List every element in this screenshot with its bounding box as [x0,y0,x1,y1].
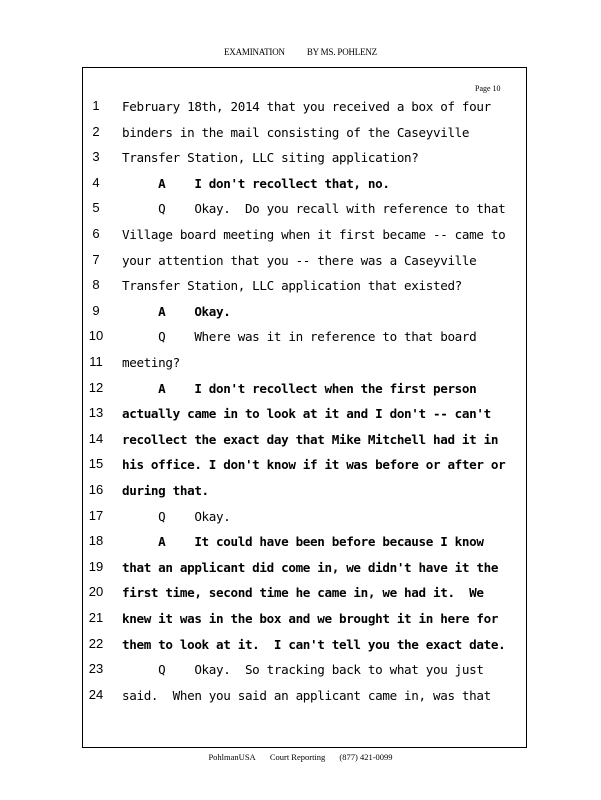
transcript-line [0,508,601,534]
line-text: A I don't recollect that, no. [122,175,390,191]
line-number: 22 [88,635,104,651]
line-number: 9 [92,302,100,318]
transcript-line [0,98,601,124]
transcript-line [0,380,601,406]
page-header [0,47,601,57]
line-number: 2 [92,123,100,139]
line-text: knew it was in the box and we brought it in here for [122,611,499,626]
line-number: 24 [88,686,104,702]
transcript-line [0,303,601,329]
transcript-line [0,431,601,457]
line-number: 6 [92,226,100,241]
line-text: meeting? [122,355,180,370]
line-text: A I don't recollect when the first person [122,380,477,396]
transcript-line [0,610,601,636]
line-text: actually came in to look at it and I don't -- can't [122,406,491,422]
line-text: said. When you said an applicant came in, was that [122,687,491,703]
transcript-line [0,124,601,150]
line-number: 19 [88,558,104,574]
footer-phone: (877) 421-0099 [339,752,393,762]
transcript-line [0,687,601,713]
line-number: 16 [88,482,104,497]
line-number: 15 [88,456,104,472]
transcript-line [0,636,601,662]
line-number: 1 [92,98,100,113]
line-text: them to look at it. I can't tell you the exact date. [122,636,506,652]
transcript-line [0,328,601,354]
line-text: binders in the mail consisting of the Caseyville [122,124,470,140]
transcript-line [0,252,601,278]
transcript-line [0,200,601,226]
line-number: 14 [88,430,104,446]
line-number: 20 [88,584,104,600]
transcript-line [0,226,601,252]
transcript-line [0,533,601,559]
line-number: 4 [92,174,100,190]
transcript-line [0,456,601,482]
line-number: 10 [88,328,104,344]
line-number: 11 [89,354,103,369]
line-text: Q Okay. [122,508,231,524]
line-text: first time, second time he came in, we had it. We [122,585,484,601]
line-text: Transfer Station, LLC application that existed? [122,278,462,294]
transcript-line [0,175,601,201]
line-text: A It could have been before because I know [122,534,484,550]
line-text: Q Okay. So tracking back to what you just [122,662,484,678]
line-number: 12 [88,379,104,395]
footer-company: PohlmanUSA [208,752,256,762]
transcript-line [0,354,601,380]
line-text: A Okay. [122,303,231,319]
line-text: Q Where was it in reference to that board [122,329,477,345]
transcript-line [0,584,601,610]
page-footer [0,752,601,762]
line-text: your attention that you -- there was a Caseyville [122,252,477,268]
line-number: 7 [92,251,100,267]
transcript-line [0,149,601,175]
transcript-line [0,277,601,303]
line-text: Q Okay. Do you recall with reference to that [122,201,506,217]
line-text: that an applicant did come in, we didn't have it the [122,559,499,575]
page-number: Page 10 [475,84,501,93]
line-number: 3 [92,149,100,165]
line-text: February 18th, 2014 that you received a box of four [122,99,491,114]
line-number: 23 [88,661,104,677]
line-number: 21 [88,610,104,625]
line-number: 18 [88,533,104,549]
line-number: 8 [92,277,100,293]
transcript-line [0,405,601,431]
line-text: Transfer Station, LLC siting application? [122,150,419,166]
line-number: 17 [88,507,104,523]
transcript-line [0,661,601,687]
line-text: his office. I don't know if it was before or after or [122,457,506,473]
transcript-line [0,482,601,508]
header-examiner: BY MS. POHLENZ [306,47,377,57]
transcript-line [0,559,601,585]
line-text: Village board meeting when it first became -- came to [122,227,506,242]
line-number: 5 [92,200,100,216]
line-text: during that. [122,483,209,498]
footer-service: Court Reporting [269,752,326,762]
line-text: recollect the exact day that Mike Mitchell had it in [122,431,499,447]
line-number: 13 [88,405,104,421]
header-section: EXAMINATION [224,47,285,57]
